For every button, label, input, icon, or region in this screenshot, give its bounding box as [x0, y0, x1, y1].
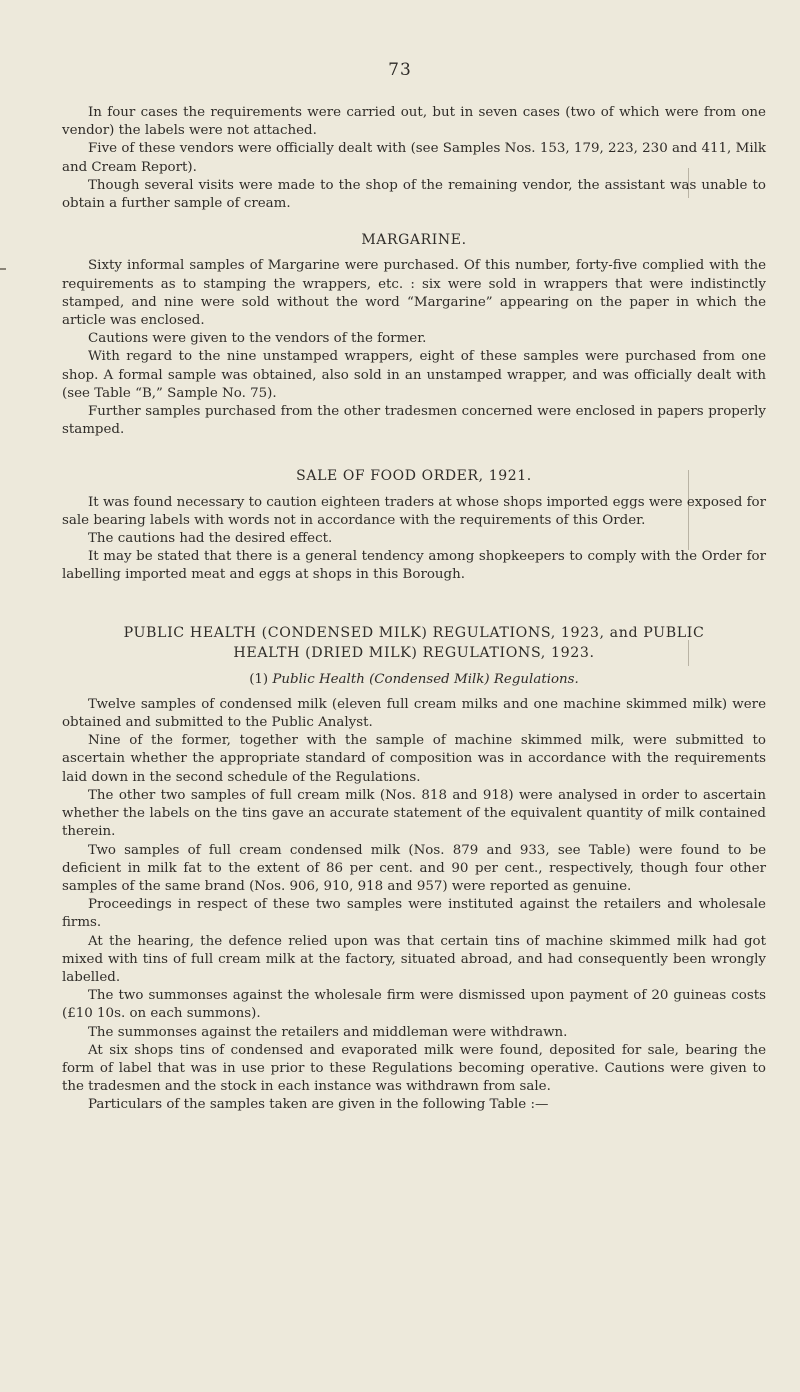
paragraph: Two samples of full cream condensed milk (Nos. 879 and 933, see Table) were found to be deficient in milk fat to the extent of 86 per cent. and 90 per cent., respectively, though four other samples of the same brand (Nos. 906, 910, 918 and 957) were reported as genuine. [62, 842, 766, 894]
paragraph: Sixty informal samples of Margarine were purchased. Of this number, forty-five complied with the requirements as to stamping the wrappers, etc. : six were sold in wrappers that were indistinctly stamped, and nine were sold without the word “Margarine” appearing on the paper in which the article was enclosed. [62, 258, 766, 329]
section-heading-margarine: MARGARINE. [361, 232, 467, 249]
section-heading-public-health [62, 623, 766, 663]
paragraph: It may be stated that there is a general tendency among shopkeepers to comply with the Order for labelling imported meat and eggs at shops in this Borough. [62, 549, 766, 583]
paragraph: With regard to the nine unstamped wrappers, eight of these samples were purchased from one shop. A formal sample was obtained, also sold in an unstamped wrapper, and was officially dealt with (see Table “B,” Sample No. 75). [62, 349, 766, 401]
heading-line: PUBLIC HEALTH (CONDENSED MILK) REGULATIONS, 1923, and PUBLIC [123, 624, 705, 641]
paragraph: At the hearing, the defence relied upon was that certain tins of machine skimmed milk had got mixed with tins of full cream milk at the factory, situated abroad, and had consequently been wrongly labelled. [62, 933, 766, 985]
section-heading-food-order: SALE OF FOOD ORDER, 1921. [296, 468, 532, 485]
document-body [62, 104, 766, 1115]
subsection-heading [62, 671, 766, 689]
paragraph: Proceedings in respect of these two samples were instituted against the retailers and wholesale firms. [62, 897, 766, 931]
page-number: 73 [388, 60, 412, 80]
paragraph: Twelve samples of condensed milk (eleven full cream milks and one machine skimmed milk) were obtained and submitted to the Public Analyst. [62, 696, 766, 731]
paragraph: It was found necessary to caution eighteen traders at whose shops imported eggs were exposed for sale bearing labels with words not in accordance with the requirements of this Order. [62, 494, 766, 528]
paragraph: The cautions had the desired effect. [88, 531, 333, 547]
paragraph: The two summonses against the wholesale firm were dismissed upon payment of 20 guineas costs (£10 10s. on each summons). [62, 988, 766, 1022]
subsection-number: (1) [249, 671, 269, 687]
paragraph: Particulars of the samples taken are given in the following Table :— [88, 1097, 549, 1113]
subsection-title: Public Health (Condensed Milk) Regulations. [272, 671, 579, 687]
paragraph: In four cases the requirements were carried out, but in seven cases (two of which were from one vendor) the labels were not attached. [62, 105, 766, 139]
paragraph: Further samples purchased from the other tradesmen concerned were enclosed in papers properly stamped. [62, 404, 766, 438]
paragraph: At six shops tins of condensed and evaporated milk were found, deposited for sale, bearing the form of label that was in use prior to these Regulations becoming operative. Cautions were given to the tradesmen and the stock in each instance was withdrawn from sale. [62, 1042, 766, 1095]
paragraph: Though several visits were made to the shop of the remaining vendor, the assistant was unable to obtain a further sample of cream. [62, 177, 766, 212]
paragraph: The summonses against the retailers and middleman were withdrawn. [88, 1024, 568, 1040]
paragraph: The other two samples of full cream milk (Nos. 818 and 918) were analysed in order to ascertain whether the labels on the tins gave an accurate statement of the equivalent quantity of milk contained therein. [62, 787, 766, 840]
scan-mark [0, 268, 6, 270]
heading-line: HEALTH (DRIED MILK) REGULATIONS, 1923. [233, 644, 595, 661]
paragraph: Cautions were given to the vendors of the former. [88, 331, 427, 347]
paragraph: Five of these vendors were officially dealt with (see Samples Nos. 153, 179, 223, 230 and 411, Milk and Cream Report). [62, 141, 766, 175]
paragraph: Nine of the former, together with the sample of machine skimmed milk, were submitted to ascertain whether the appropriate standard of composition was in accordance with the requirements laid down in the second schedule of the Regulations. [62, 733, 766, 785]
